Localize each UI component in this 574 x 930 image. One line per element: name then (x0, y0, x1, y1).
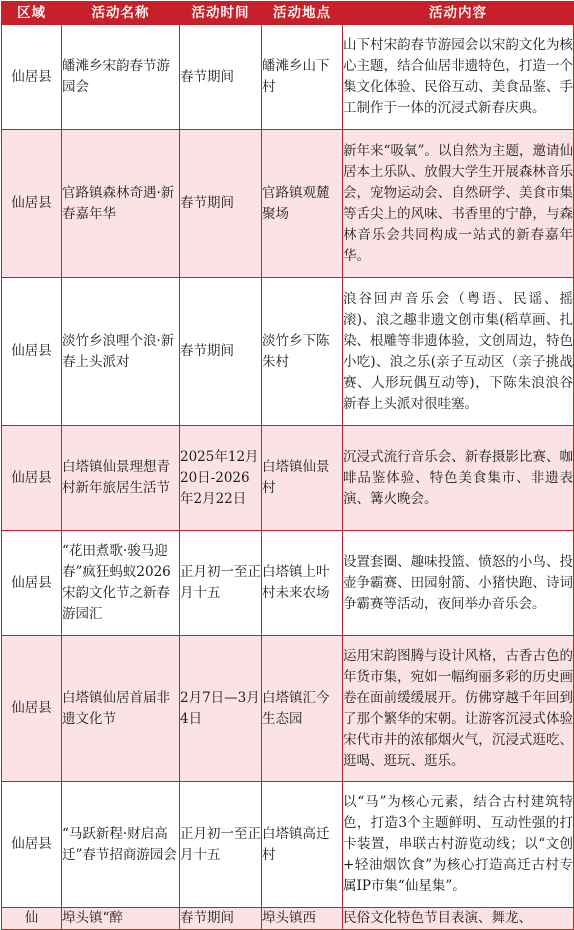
cell-name: “马跃新程·财启高迁”春节招商游园会 (62, 782, 180, 908)
cell-region: 仙 (2, 908, 62, 930)
cell-region: 仙居县 (2, 426, 62, 531)
cell-content: 民俗文化特色节目表演、舞龙、 (343, 908, 574, 930)
cell-time: 春节期间 (180, 130, 262, 278)
table-row (2, 426, 574, 531)
cell-region: 仙居县 (2, 531, 62, 636)
cell-time: 春节期间 (180, 908, 262, 930)
table-row (2, 531, 574, 636)
cell-place: 白塔镇上叶村未来农场 (262, 531, 343, 636)
cell-content: 运用宋韵图腾与设计风格，古香古色的年货市集，宛如一幅绚丽多彩的历史画卷在面前缓缓展开。仿佛穿越千年回到了那个繁华的宋朝。让游客沉浸式体验宋代市井的浓郁烟火气，沉浸式逛吃、逛喝、逛玩、逛乐。 (343, 636, 574, 782)
cell-name: 白塔镇仙景理想青村新年旅居生活节 (62, 426, 180, 531)
cell-name: “花田煮歌·骏马迎春”疯狂蚂蚁2026宋韵文化节之新春游园汇 (62, 531, 180, 636)
cell-time: 2025年12月20日-2026年2月22日 (180, 426, 262, 531)
cell-content: 沉浸式流行音乐会、新春摄影比赛、咖啡品鉴体验、特色美食集市、非遗表演、篝火晚会。 (343, 426, 574, 531)
cell-time: 2月7日—3月4日 (180, 636, 262, 782)
table-row (2, 25, 574, 130)
cell-name: 埠头镇“醉 (62, 908, 180, 930)
cell-time: 正月初一至正月十五 (180, 531, 262, 636)
cell-time: 春节期间 (180, 25, 262, 130)
header-region: 区域 (2, 2, 62, 25)
cell-name: 官路镇森林奇遇·新春嘉年华 (62, 130, 180, 278)
cell-place: 淡竹乡下陈朱村 (262, 278, 343, 426)
cell-content: 新年来“吸氧”。以自然为主题，邀请仙居本土乐队、放假大学生开展森林音乐会，宠物运动会、自然研学、美食市集等舌尖上的风味、书香里的宁静，与森林音乐会共同构成一站式的新春嘉年华。 (343, 130, 574, 278)
cell-time: 正月初一至正月十五 (180, 782, 262, 908)
cell-content: 设置套圈、趣味投篮、愤怒的小鸟、投壶争霸赛、田园射箭、小猪快跑、诗词争霸赛等活动，夜间举办音乐会。 (343, 531, 574, 636)
header-place: 活动地点 (262, 2, 343, 25)
cell-place: 皤滩乡山下村 (262, 25, 343, 130)
cell-name: 淡竹乡浪哩个浪·新春上头派对 (62, 278, 180, 426)
cell-place: 埠头镇西 (262, 908, 343, 930)
cell-region: 仙居县 (2, 636, 62, 782)
cell-region: 仙居县 (2, 130, 62, 278)
table-row (2, 782, 574, 908)
table-header-row (2, 2, 574, 25)
table-row (2, 636, 574, 782)
cell-content: 浪谷回声音乐会（粤语、民谣、摇滚)、浪之趣非遗文创市集(稻草画、扎染、根雕等非遗体验，文创周边，特色小吃)、浪之乐(亲子互动区（亲子挑战赛、人形玩偶互动等)，下陈朱浪浪谷新春上头派对很哇塞。 (343, 278, 574, 426)
cell-place: 白塔镇高迁村 (262, 782, 343, 908)
cell-region: 仙居县 (2, 278, 62, 426)
cell-place: 白塔镇仙景村 (262, 426, 343, 531)
table-row (2, 278, 574, 426)
cell-region: 仙居县 (2, 25, 62, 130)
cell-content: 以“马”为核心元素，结合古村建筑特色，打造3个主题鲜明、互动性强的打卡装置，串联古村游览动线；以“文创+轻油烟饮食”为核心打造高迁古村专属IP市集“仙星集”。 (343, 782, 574, 908)
header-content: 活动内容 (343, 2, 574, 25)
cell-name: 皤滩乡宋韵春节游园会 (62, 25, 180, 130)
cell-time: 春节期间 (180, 278, 262, 426)
header-name: 活动名称 (62, 2, 180, 25)
header-time: 活动时间 (180, 2, 262, 25)
table-row (2, 130, 574, 278)
cell-place: 官路镇观麓聚场 (262, 130, 343, 278)
cell-name: 白塔镇仙居首届非遗文化节 (62, 636, 180, 782)
cell-content: 山下村宋韵春节游园会以宋韵文化为核心主题，结合仙居非遗特色，打造一个集文化体验、民俗互动、美食品鉴、手工制作于一体的沉浸式新春庆典。 (343, 25, 574, 130)
table-row (2, 908, 574, 930)
activity-table (1, 1, 574, 930)
cell-region: 仙居县 (2, 782, 62, 908)
cell-place: 白塔镇汇今生态园 (262, 636, 343, 782)
